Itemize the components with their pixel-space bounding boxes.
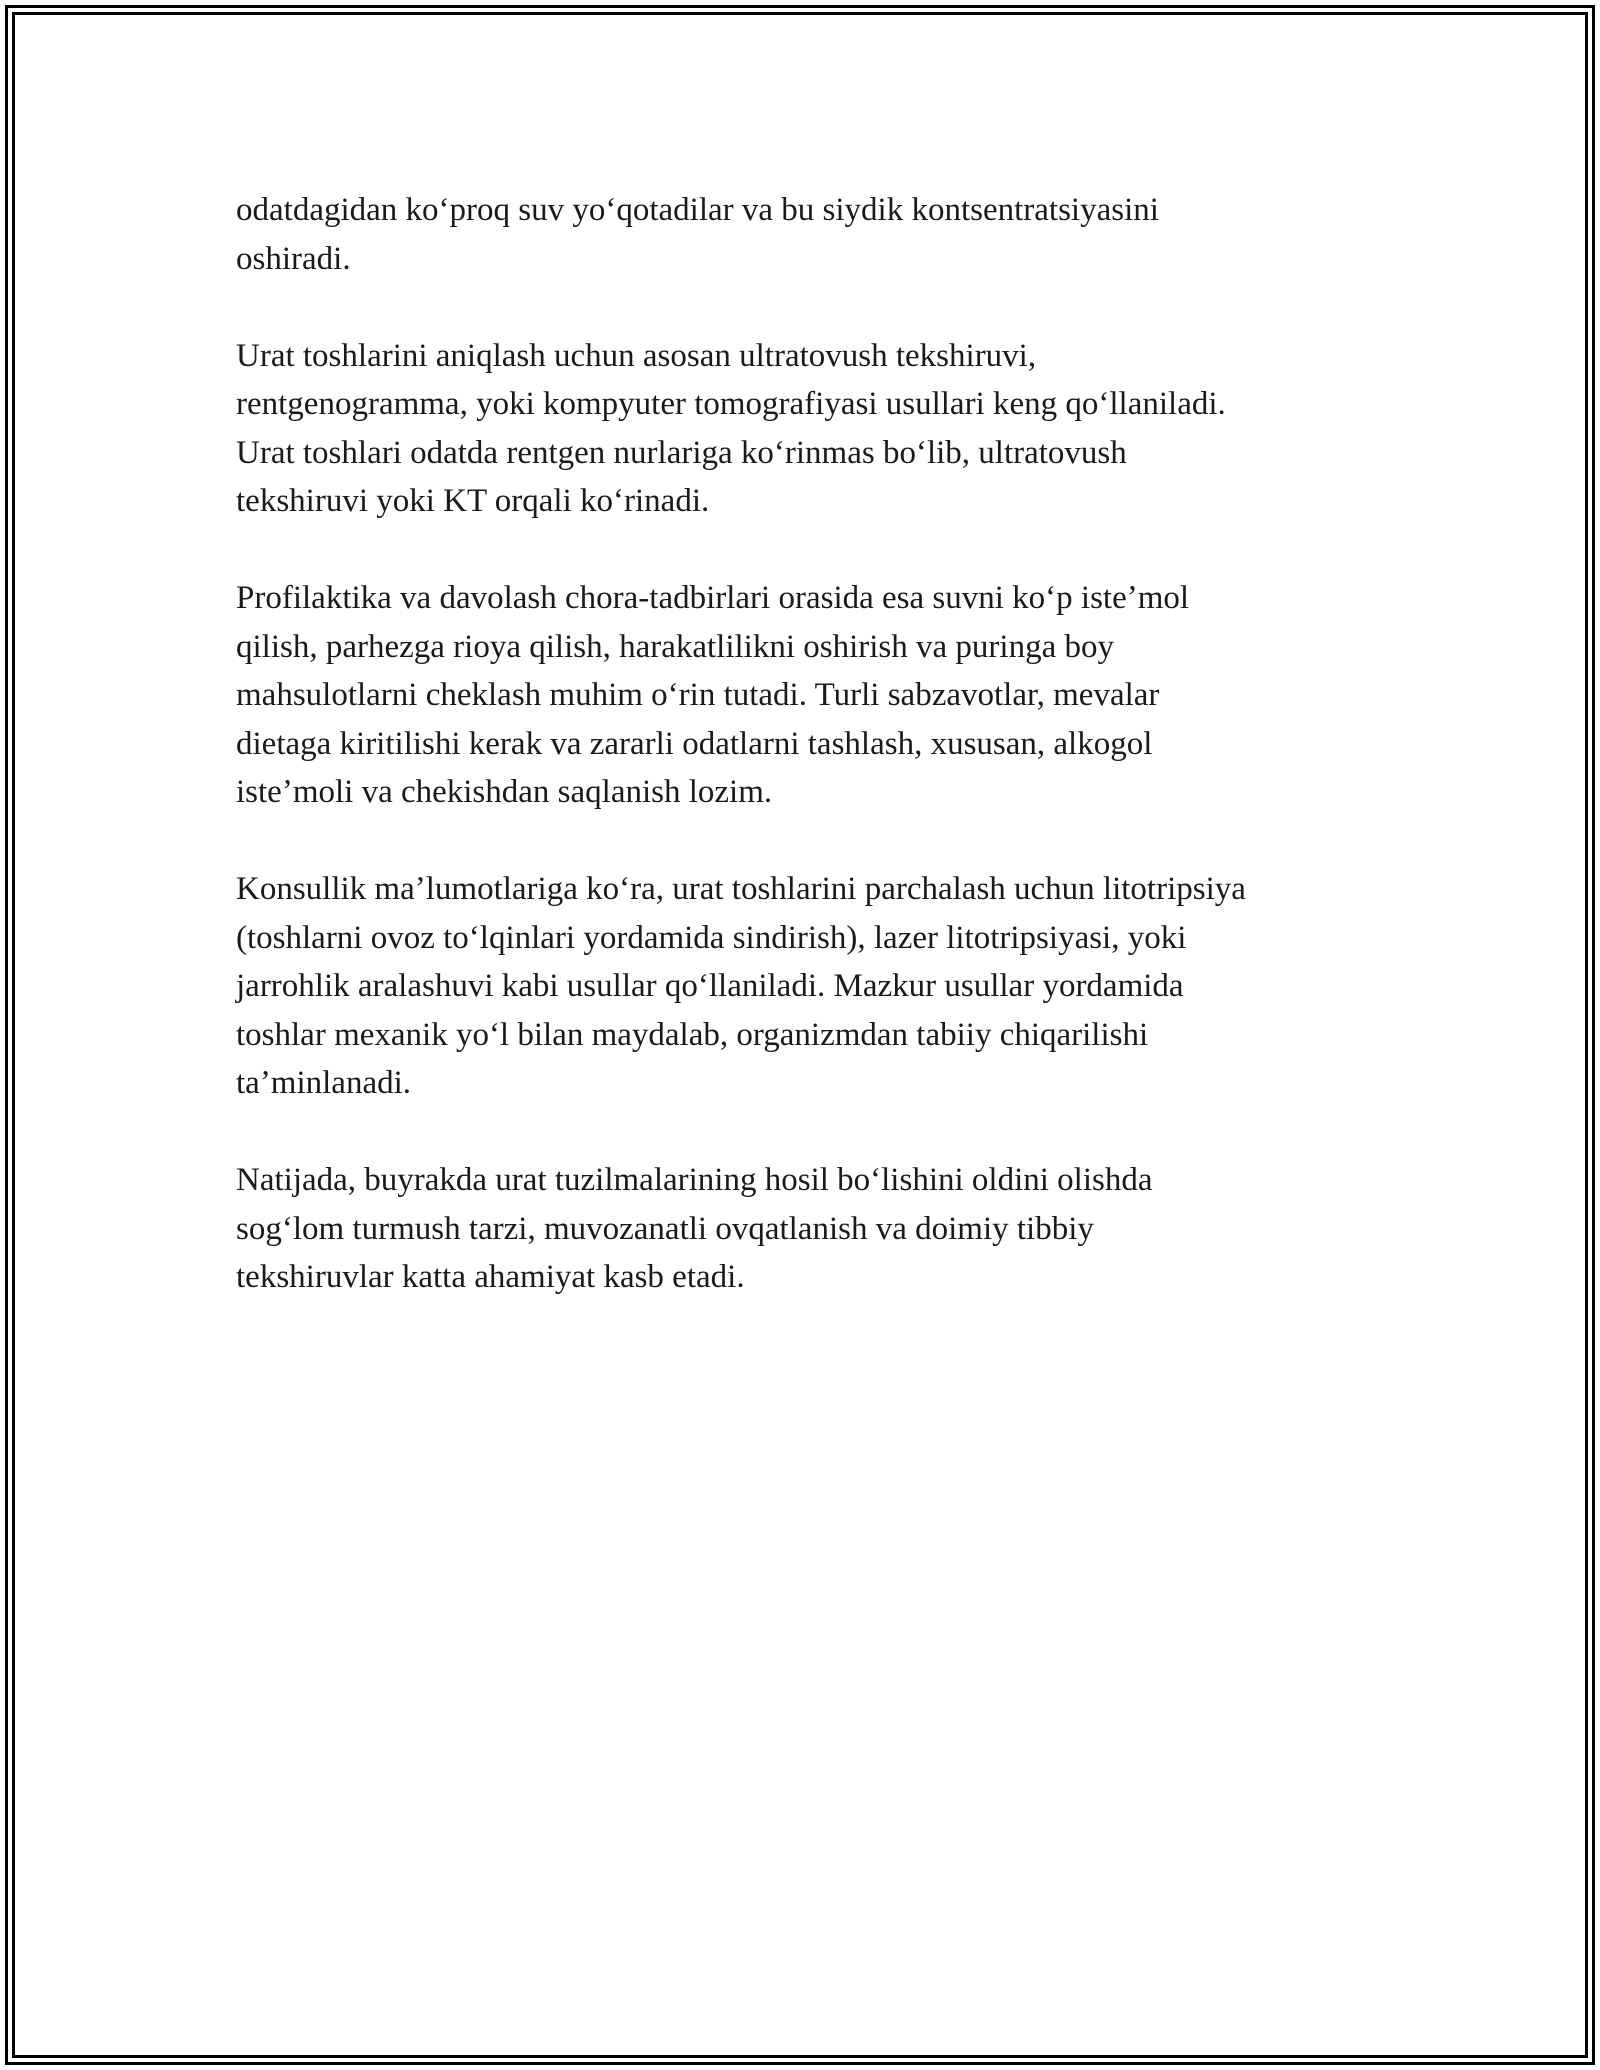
paragraph-1: odatdagidan koʻproq suv yoʻqotadilar va bu siydik kontsentratsiyasini oshiradi.	[236, 192, 1159, 277]
paragraph-4: Konsullik maʼlumotlariga koʻra, urat toshlarini parchalash uchun litotripsiya (toshlarni ovoz toʻlqinlari yordamida sindirish), lazer litotripsiyasi, yoki jarrohlik aralashuvi kabi usullar qoʻllaniladi. Mazkur usullar yordamida toshlar mexanik yoʻl bilan maydalab, organizmdan tabiiy chiqarilishi taʼminlanadi.	[236, 871, 1246, 1101]
document-body	[236, 186, 1366, 1350]
paragraph-5: Natijada, buyrakda urat tuzilmalarining hosil boʻlishini oldini olishda sogʻlom turmush tarzi, muvozanatli ovqatlanish va doimiy tibbiy tekshiruvlar katta ahamiyat kasb etadi.	[236, 1162, 1153, 1295]
paragraph-3: Profilaktika va davolash chora-tadbirlari orasida esa suvni koʻp isteʼmol qilish, parhezga rioya qilish, harakatlilikni oshirish va puringa boy mahsulotlarni cheklash muhim oʻrin tutadi. Turli sabzavotlar, mevalar dietaga kiritilishi kerak va zararli odatlarni tashlash, xususan, alkogol isteʼmoli va chekishdan saqlanish lozim.	[236, 580, 1190, 810]
paragraph-2: Urat toshlarini aniqlash uchun asosan ultratovush tekshiruvi, rentgenogramma, yoki kompyuter tomografiyasi usullari keng qoʻllaniladi. Urat toshlari odatda rentgen nurlariga koʻrinmas boʻlib, ultratovush tekshiruvi yoki KT orqali koʻrinadi.	[236, 337, 1226, 519]
